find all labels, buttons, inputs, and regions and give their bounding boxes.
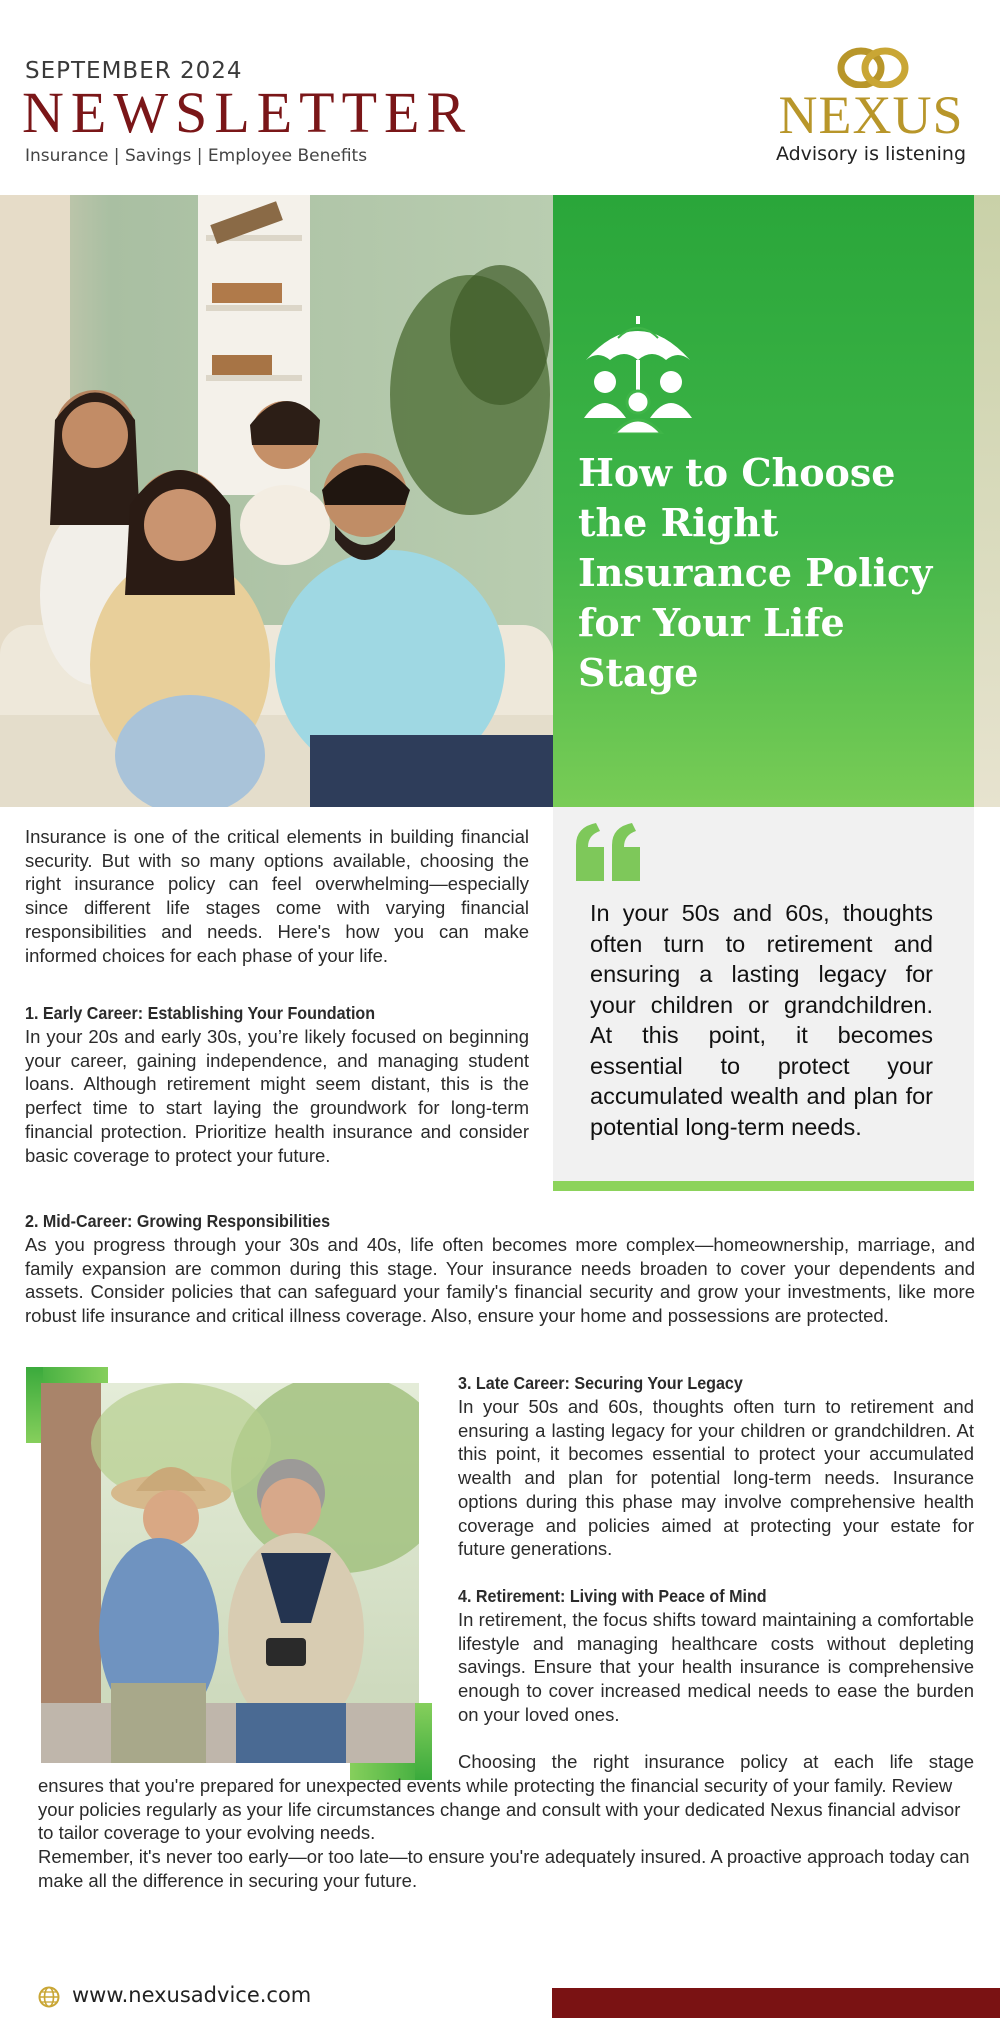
globe-icon — [38, 1986, 60, 2008]
section-heading-mid-career: 2. Mid-Career: Growing Responsibilities — [25, 1211, 331, 1231]
section-heading-retirement: 4. Retirement: Living with Peace of Mind — [458, 1586, 767, 1606]
newsletter-tagline: Insurance | Savings | Employee Benefits — [25, 146, 368, 166]
newsletter-title: NEWSLETTER — [22, 80, 473, 145]
hero-strip — [974, 195, 1000, 807]
quote-mark-icon — [574, 823, 644, 881]
umbrella-family-icon — [578, 312, 698, 434]
section-body-mid-career: As you progress through your 30s and 40s, life often becomes more complex—homeownership, marriage, and family expansion are common during this stage. Your insurance needs broaden to cover your dependents and assets. Consider policies that can safeguard your family's financial security and grow your investments, like more robust life insurance and critical illness coverage. Also, ensure your home and possessions are protected. — [25, 1234, 975, 1327]
pull-quote-underline — [553, 1181, 974, 1191]
conclusion-first-line: Choosing the right insurance policy at each life stage — [458, 1751, 974, 1772]
logo-wordmark[interactable]: NEXUS — [778, 85, 964, 145]
website-link[interactable]: www.nexusadvice.com — [72, 1983, 312, 2007]
section-body-early-career: In your 20s and early 30s, you’re likely focused on beginning your career, gaining independence, and managing student loans. Although retirement might seem distant, this is the perfect time to start laying the groundwork for long-term financial protection. Prioritize health insurance and consider basic coverage to protect your future. — [25, 1026, 529, 1166]
newsletter-month: SEPTEMBER 2024 — [25, 58, 243, 84]
section-body-retirement: In retirement, the focus shifts toward maintaining a comfortable lifestyle and managing healthcare costs without depleting savings. Ensure that your health insurance is comprehensive enough to cover increased medical needs to ease the burden on your loved ones. — [458, 1609, 974, 1725]
section-heading-late-career: 3. Late Career: Securing Your Legacy — [458, 1373, 743, 1393]
family-photo — [0, 195, 553, 807]
section-heading-early-career: 1. Early Career: Establishing Your Foundation — [25, 1003, 376, 1023]
closing-paragraph: Remember, it's never too early—or too late—to ensure you're adequately insured. A proactive approach today can make all the difference in securing your future. — [38, 1846, 970, 1891]
intro-paragraph: Insurance is one of the critical elements in building financial security. But with so many options available, choosing the right insurance policy can feel overwhelming—especially since different life stages come with varying financial responsibilities and needs. Here's how you can make informed choices for each phase of your life. — [25, 826, 529, 966]
section-body-late-career: In your 50s and 60s, thoughts often turn to retirement and ensuring a lasting legacy for your children or grandchildren. At this point, it becomes essential to protect your accumulated wealth and plan for potential long-term needs. Insurance options during this phase may involve comprehensive health coverage and policies aimed at protecting your estate for future generations. — [458, 1396, 974, 1560]
article-title: How to Choose the Right Insurance Policy for Your Life Stage — [578, 450, 933, 695]
senior-couple-photo — [41, 1383, 419, 1763]
frame-corner-bottom-right-vertical — [415, 1703, 432, 1780]
nexus-rings-icon — [833, 44, 913, 88]
pull-quote-text: In your 50s and 60s, thoughts often turn to retirement and ensuring a lasting legacy for your children or grandchildren. At this point, it becomes essential to protect your accumulated wealth and plan for potential long-term needs. — [590, 900, 933, 1140]
footer-accent-bar — [552, 1988, 1000, 2018]
logo-subtitle: Advisory is listening — [775, 143, 967, 165]
conclusion-paragraph: ensures that you're prepared for unexpected events while protecting the financial security of your family. Review your policies regularly as your life circumstances change and consult with your dedicated Nexus financial advisor to tailor coverage to your evolving needs. — [38, 1775, 961, 1844]
